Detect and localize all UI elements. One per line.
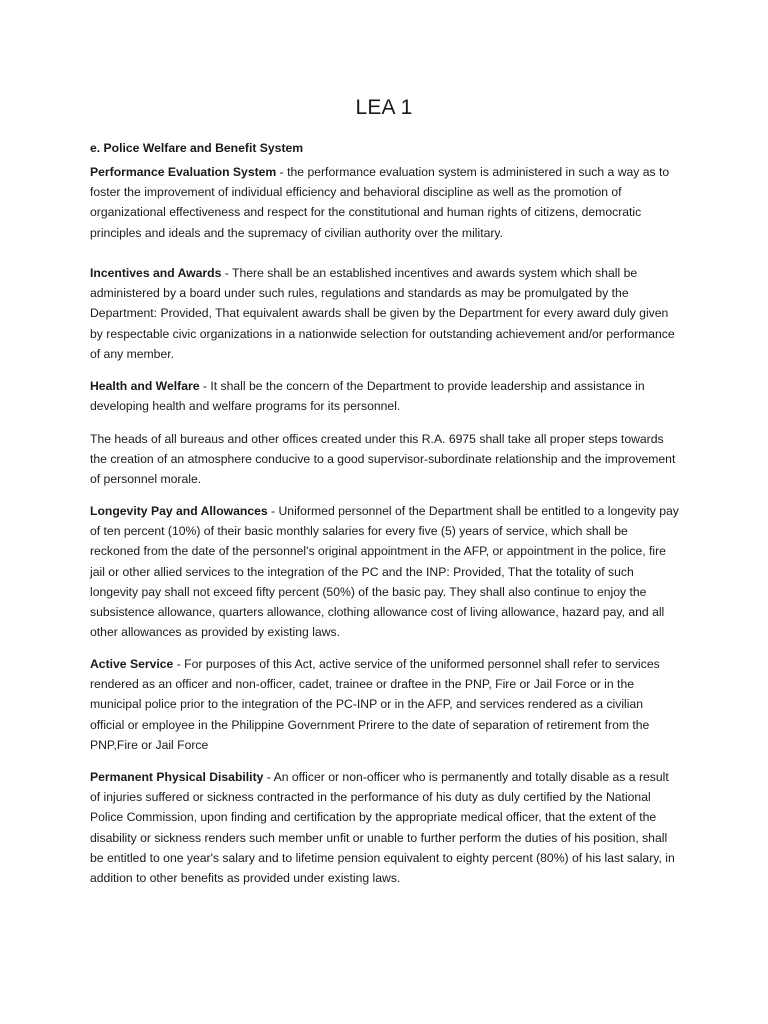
- paragraph-text: - It shall be the concern of the Department to provide leadership and assistance in developing health and welfare programs for its personnel.: [90, 379, 645, 414]
- paragraph-term: Permanent Physical Disability: [90, 770, 264, 784]
- paragraph-physical-disability: [90, 767, 680, 888]
- document-title: LEA 1: [355, 96, 413, 119]
- paragraph-active-service: [90, 654, 680, 755]
- paragraph-health-welfare: [90, 376, 680, 416]
- paragraph-text: - For purposes of this Act, active service of the uniformed personnel shall refer to services rendered as an officer and non-officer, cadet, trainee or draftee in the PNP, Fire or Jail Force or in the municipal police prior to the integration of the PC-INP or in the AFP, and services rendered as a civilian official or employee in the Philippine Government Prirere to the date of separation of retirement from the PNP,Fire or Jail Force: [90, 657, 660, 752]
- paragraph-text: - There shall be an established incentives and awards system which shall be administered by a board under such rules, regulations and standards as may be promulgated by the Department: Provided, That equivalent awards shall be given by the Department for every award duly given by respectable civic organizations in a nationwide selection for outstanding achievement and/or performance of any member.: [90, 266, 675, 361]
- paragraph-text: The heads of all bureaus and other offices created under this R.A. 6975 shall take all proper steps towards the creation of an atmosphere conducive to a good supervisor-subordinate relationship and the improvement of personnel morale.: [90, 432, 676, 487]
- paragraph-term: Incentives and Awards: [90, 266, 222, 280]
- paragraph-term: Active Service: [90, 657, 174, 671]
- paragraph-text: - An officer or non-officer who is permanently and totally disable as a result of injuries suffered or sickness contracted in the performance of his duty as duly certified by the National Police Commission, upon finding and certification by the appropriate medical officer, that the extent of the disability or sickness renders such member unfit or unable to further perform the duties of his position, shall be entitled to one year's salary and to lifetime pension equivalent to eighty percent (80%) of his last salary, in addition to other benefits as provided under existing laws.: [90, 770, 675, 886]
- paragraph-term: Longevity Pay and Allowances: [90, 504, 268, 518]
- paragraph-bureau-heads: [90, 429, 680, 490]
- paragraph-performance-evaluation: [90, 162, 680, 243]
- paragraph-text: - the performance evaluation system is administered in such a way as to foster the improvement of individual efficiency and behavioral discipline as well as the promotion of organizational effectiveness and respect for the constitutional and human rights of citizens, democratic principles and ideals and the supremacy of civilian authority over the military.: [90, 165, 670, 240]
- paragraph-term: Health and Welfare: [90, 379, 200, 393]
- section-heading: e. Police Welfare and Benefit System: [90, 141, 304, 155]
- paragraph-longevity-pay: [90, 501, 680, 642]
- paragraph-incentives-awards: [90, 263, 680, 364]
- paragraph-term: Performance Evaluation System: [90, 165, 277, 179]
- paragraph-text: - Uniformed personnel of the Department shall be entitled to a longevity pay of ten percent (10%) of their basic monthly salaries for every five (5) years of service, which shall be reckoned from the date of the personnel's original appointment in the AFP, or appointment in the police, fire jail or other allied services to the integration of the PC and the INP: Provided, That the totality of such longevity pay shall not exceed fifty percent (50%) of the basic pay. They shall also continue to enjoy the subsistence allowance, quarters allowance, clothing allowance cost of living allowance, hazard pay, and all other allowances as provided by existing laws.: [90, 504, 679, 640]
